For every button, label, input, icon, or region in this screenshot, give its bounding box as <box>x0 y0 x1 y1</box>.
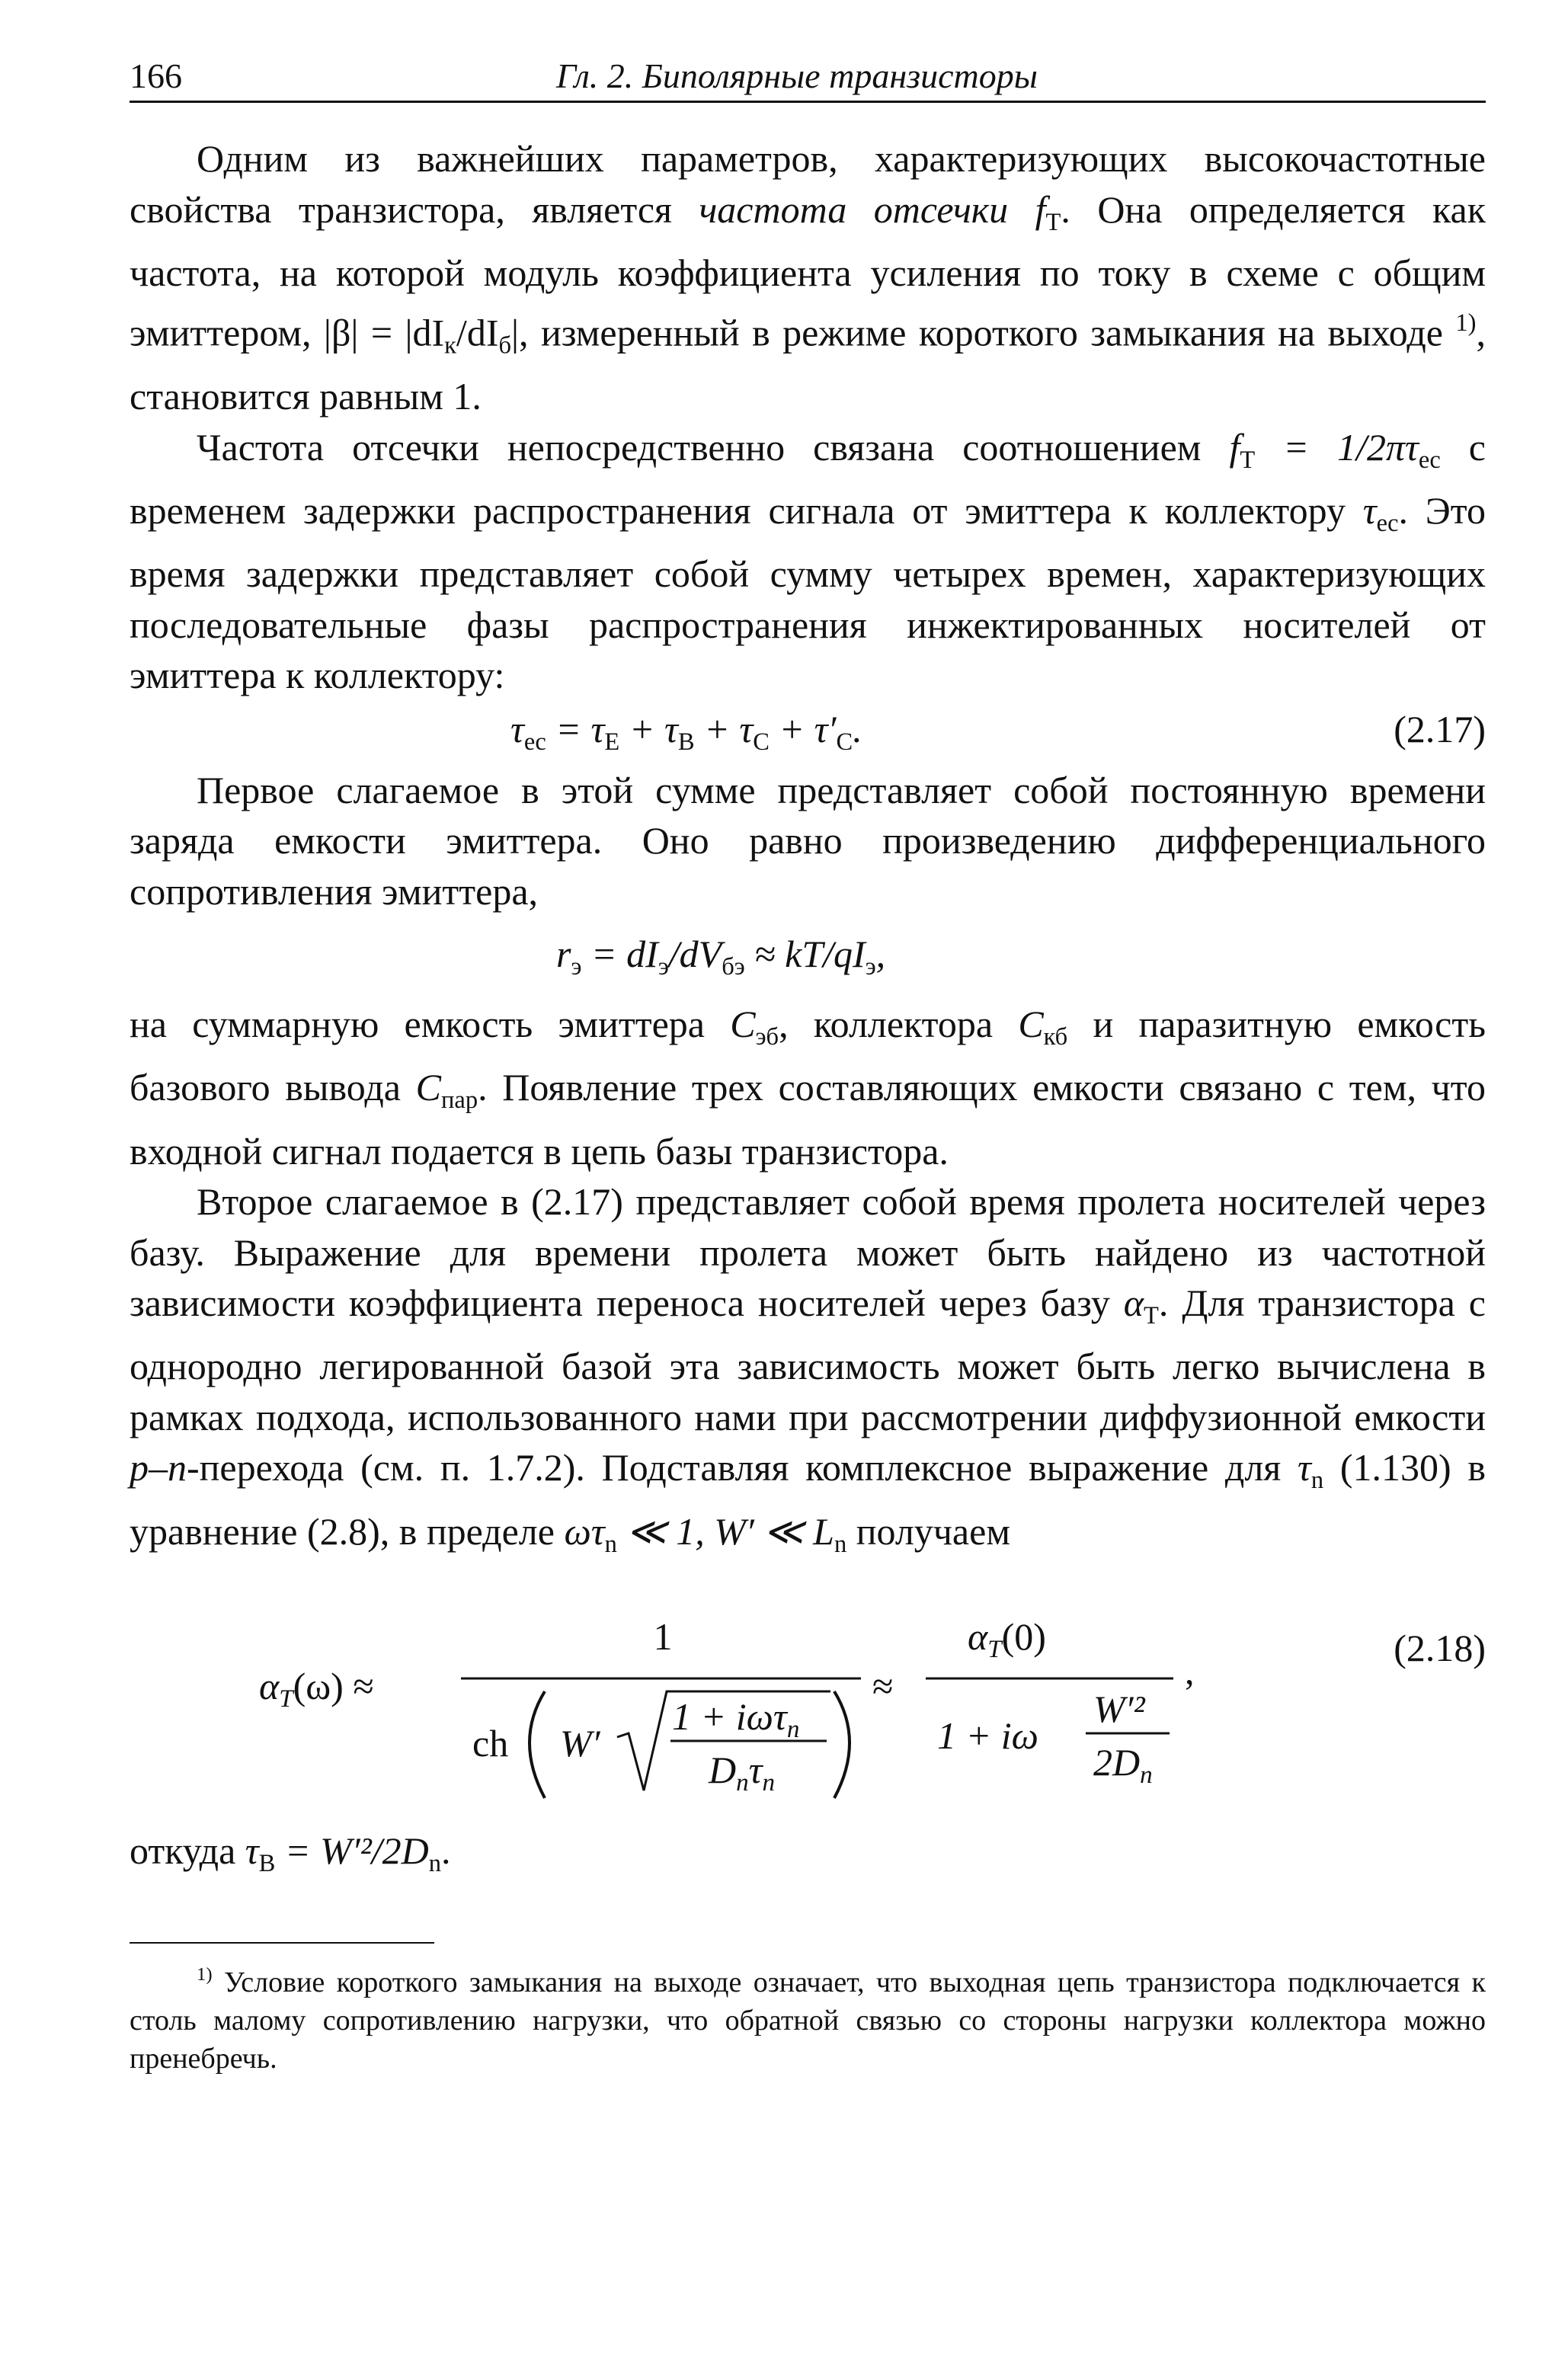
svg-text:αT(0): $\alpha_T(0)$ <box>968 1614 1046 1663</box>
svg-text:2Dn: $2D_n$ <box>1093 1740 1153 1789</box>
equation-2-17-number: (2.17) <box>1394 707 1486 750</box>
equation-2-17-formula: $\tau_{ec} = \tau_E + \tau_B + \tau_C + \tau'_C$. <box>510 707 862 756</box>
svg-text:W′²: W′² <box>1093 1687 1145 1730</box>
footnote-mark: 1) <box>197 1964 213 1985</box>
footnote-divider <box>130 1942 434 1944</box>
svg-text:,: , <box>1185 1649 1195 1692</box>
equation-2-18 <box>130 1585 1486 1821</box>
page-number: 166 <box>130 56 182 95</box>
footnote-text: Условие короткого замыкания на выходе означает, что выходная цепь транзистора подключается к столь малому сопротивлению нагрузки, что обратной связью со стороны нагрузки коллектора можно пренебречь. <box>130 1966 1486 2075</box>
equation-emitter-resistance-formula: $r_э = dI_э/dV_{бэ} \approx kT/qI_э$, <box>556 933 886 981</box>
paragraph-first-term: Первое слагаемое в этой сумме представляет собой постоянную времени заряда емкости эмиттера. Оно равно произведению дифференциального сопротивления эмиттера, <box>130 768 1486 913</box>
footnote-ref: 1) <box>1455 309 1477 338</box>
equation-2-18-number: (2.18) <box>1394 1626 1486 1669</box>
paragraph-tau-b: откуда $\tau_B = W'^2/2D_n$. <box>130 1829 451 1877</box>
svg-text:Dnτn: $D_n\tau_n$ <box>709 1748 776 1797</box>
svg-text:1 + iωτn: 1 + iωτ$_n$ <box>672 1694 800 1743</box>
page-body <box>130 133 1486 2078</box>
running-title: Гл. 2. Биполярные транзисторы <box>556 56 1038 95</box>
equation-2-17 <box>130 704 1486 762</box>
paragraph-delay-time: Частота отсечки непосредственно связана соотношением $f_T = 1/2\pi\tau_{ec}$ с временем задержки распространения сигнала от эмиттера к коллектору $\tau_{ec}$. Это время задержки представляет собой сумму четырех времен, характеризующих последовательные фазы распространения инжектированных носителей от эмиттера к коллектору: <box>130 425 1486 696</box>
book-page <box>130 46 1486 2078</box>
equation-2-18-formula <box>130 1585 1272 1821</box>
footnote <box>130 1956 1486 2078</box>
svg-text:W′: W′ <box>560 1721 600 1765</box>
svg-text:≈: ≈ <box>872 1664 894 1707</box>
equation-emitter-resistance <box>130 929 1486 987</box>
svg-text:ch: ch <box>472 1721 509 1765</box>
paragraph-second-term: Второе слагаемое в (2.17) представляет собой время пролета носителей через базу. Выражение для времени пролета может быть найдено из частотной зависимости коэффициента переноса носителей через базу $\alpha_T$. Для транзистора с однородно легированной базой эта зависимость может быть легко вычислена в рамках подхода, использованного нами при рассмотрении диффузионной емкости p–n-перехода (см. п. 1.7.2). Подставляя комплексное выражение для $\tau_n$ (1.130) в уравнение (2.8), в пределе $\omega\tau_n$ ≪ 1, W′ ≪ $L_n$ получаем <box>130 1180 1486 1558</box>
page-header <box>130 46 1486 103</box>
paragraph-capacitances: на суммарную емкость эмиттера $C_{эб}$, коллектора $C_{кб}$ и паразитную емкость базового вывода $C_{пар}$. Появление трех составляющих емкости связано с тем, что входной сигнал подается в цепь базы транзистора. <box>130 1003 1486 1173</box>
svg-text:1: 1 <box>653 1614 673 1658</box>
paragraph-cutoff-frequency: Одним из важнейших параметров, характеризующих высокочастотные свойства транзистора, является частота отсечки $f_T$. Она определяется как частота, на которой модуль коэффициента усиления по току в схеме с общим эмиттером, $|\beta| = |dI_к/dI_б|$, измеренный в режиме короткого замыкания на выходе $^{1)}$, становится равным 1. <box>130 137 1486 418</box>
svg-text:αT(ω) ≈: $\alpha_T(\omega)$ ≈ <box>259 1664 374 1713</box>
svg-text:1 + iω: 1 + iω <box>937 1713 1038 1757</box>
